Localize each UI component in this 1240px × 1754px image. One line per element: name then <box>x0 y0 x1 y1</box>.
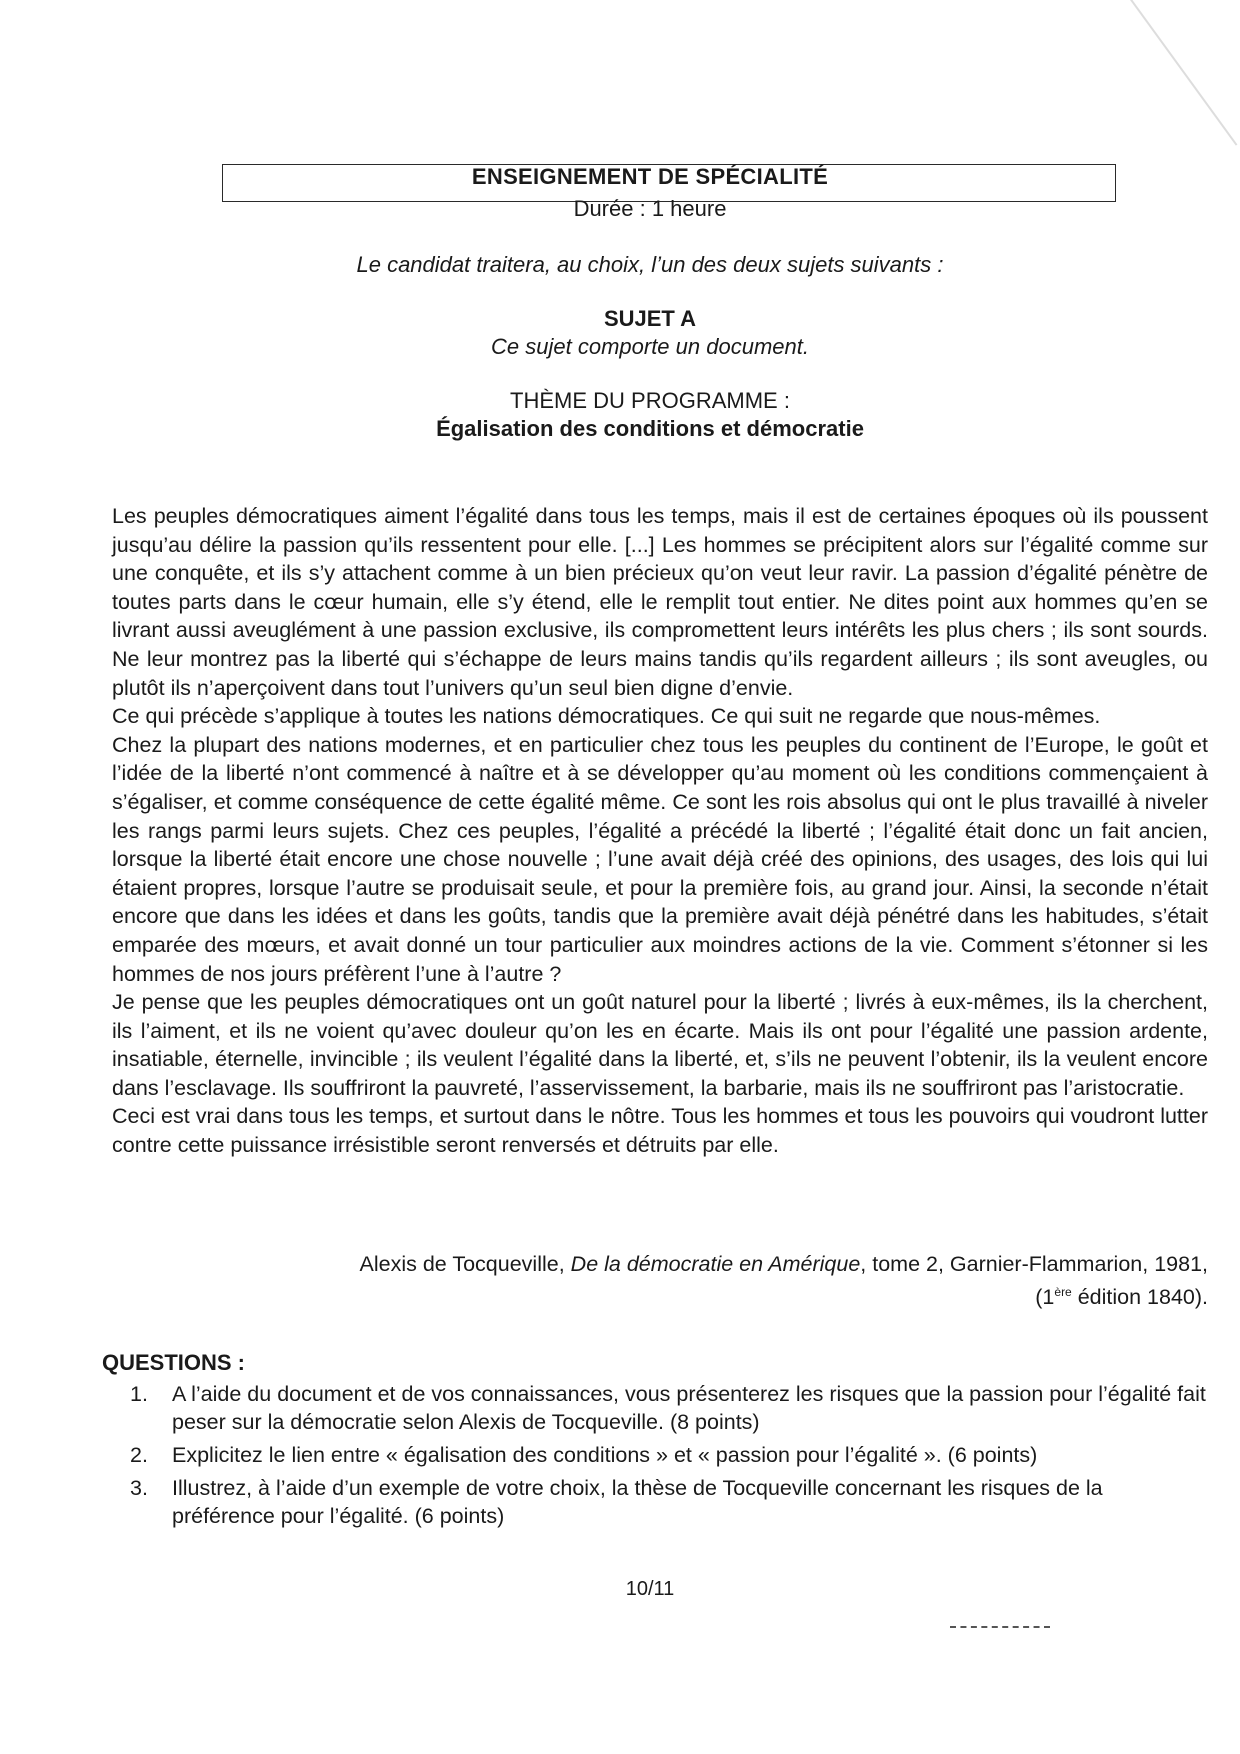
subject-label: SUJET A <box>603 306 697 331</box>
page-number: 10/11 <box>625 1578 675 1600</box>
questions-list <box>130 1380 1208 1535</box>
question-number: 2. <box>130 1443 148 1467</box>
citation-edition-open: (1 <box>1035 1285 1055 1310</box>
document-paragraph: Chez la plupart des nations modernes, et en particulier chez tous les peuples du continent de l’Europe, le goût et l’idée de la liberté n’ont commencé à naître et à se développer qu’au moment où les conditions commençaient à s’égaliser, et comme conséquence de cette égalité même. Ce sont les rois absolus qui ont le plus travaillé à niveler les rangs parmi leurs sujets. Chez ces peuples, l’égalité a précédé la liberté ; l’égalité était donc un fait ancien, lorsque la liberté était encore une chose nouvelle ; l’une avait déjà créé des opinions, des usages, des lois qui lui étaient propres, lorsque l’autre se produisait seule, et pour la première fois, au grand jour. Ainsi, la seconde n’était encore que dans les idées et dans les goûts, tandis que la première avait déjà pénétré dans les habitudes, s’était emparée des mœurs, et avait donné un tour particulier aux moindres actions de la vie. Comment s’étonner si les hommes de nos jours préfèrent l’une à l’autre ? <box>112 732 1208 986</box>
question-text: Illustrez, à l’aide d’un exemple de votre choix, la thèse de Tocqueville concernant les risques de la préférence pour l’égalité. (6 points) <box>172 1476 1103 1528</box>
question-item <box>130 1474 1208 1530</box>
citation-details: , tome 2, Garnier-Flammarion, 1981, <box>860 1252 1208 1276</box>
question-item <box>130 1441 1208 1469</box>
citation-work: De la démocratie en Amérique <box>570 1252 861 1276</box>
document-paragraph: Ce qui précède s’applique à toutes les nations démocratiques. Ce qui suit ne regarde que nous-mêmes. <box>112 704 1101 729</box>
duration: Durée : 1 heure <box>573 196 727 221</box>
instructions: Le candidat traitera, au choix, l’un des deux sujets suivants : <box>356 252 944 277</box>
scan-artifact-dash <box>950 1626 1050 1628</box>
document-paragraph: Ceci est vrai dans tous les temps, et surtout dans le nôtre. Tous les hommes et tous les pouvoirs qui voudront lutter contre cette puissance irrésistible seront renversés et détruits par elle. <box>112 1104 1208 1158</box>
document-paragraph: Je pense que les peuples démocratiques ont un goût naturel pour la liberté ; livrés à eux-mêmes, ils la cherchent, ils l’aiment, et ils ne voient qu’avec douleur qu’on les en écarte. Mais ils ont pour l’égalité une passion ardente, insatiable, éternelle, invincible ; ils veulent l’égalité dans la liberté, et, s’ils ne peuvent l’obtenir, ils la veulent encore dans l’esclavage. Ils souffriront la pauvreté, l’asservissement, la barbarie, mais ils ne souffriront pas l’aristocratie. <box>112 990 1208 1100</box>
question-text: Explicitez le lien entre « égalisation des conditions » et « passion pour l’égalité ». (6 points) <box>172 1443 1038 1467</box>
question-number: 3. <box>130 1476 148 1500</box>
document-paragraph: Les peuples démocratiques aiment l’égalité dans tous les temps, mais il est de certaines époques où ils poussent jusqu’au délire la passion qu’ils ressentent pour elle. [...] Les hommes se précipitent alors sur l’égalité comme sur une conquête, et ils s’y attachent comme à un bien précieux qu’on veut leur ravir. La passion d’égalité pénètre de toutes parts dans le cœur humain, elle s’y étend, elle le remplit tout entier. Ne dites point aux hommes qu’en se livrant aussi aveuglément à une passion exclusive, ils compromettent leurs intérêts les plus chers ; ils sont sourds. Ne leur montrez pas la liberté qui s’échappe de leurs mains tandis qu’ils regardent ailleurs ; ils sont aveugles, ou plutôt ils n’aperçoivent dans tout l’univers qu’un seul bien digne d’envie. <box>112 504 1208 700</box>
theme-label: THÈME DU PROGRAMME : <box>510 388 790 413</box>
questions-title: QUESTIONS : <box>102 1350 246 1375</box>
question-item <box>130 1380 1208 1436</box>
document-citation <box>112 1250 1208 1311</box>
citation-edition-sup: ère <box>1054 1285 1072 1299</box>
document-text <box>112 502 1208 1160</box>
question-text: A l’aide du document et de vos connaissances, vous présenterez les risques que la passion pour l’égalité fait peser sur la démocratie selon Alexis de Tocqueville. (8 points) <box>172 1382 1206 1434</box>
question-number: 1. <box>130 1382 148 1406</box>
subject-note: Ce sujet comporte un document. <box>491 334 809 359</box>
scan-artifact-line <box>1130 0 1237 146</box>
theme-title: Égalisation des conditions et démocratie <box>436 416 864 441</box>
citation-edition-close: édition 1840). <box>1071 1285 1208 1310</box>
citation-author: Alexis de Tocqueville, <box>359 1252 565 1276</box>
specialty-title: ENSEIGNEMENT DE SPÉCIALITÉ <box>471 164 829 189</box>
